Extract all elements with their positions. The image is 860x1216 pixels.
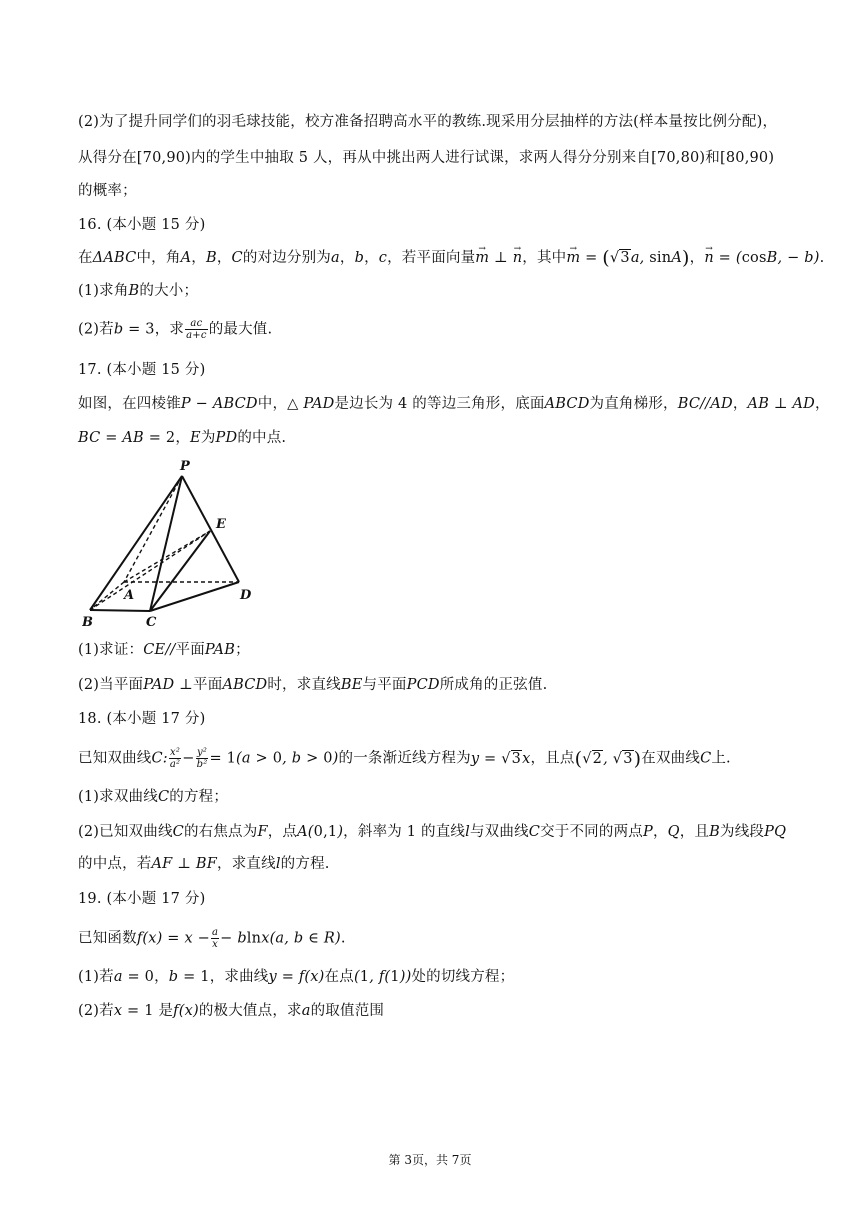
q17-stem-line1: 如图，在四棱锥P − ABCD中，△ PAD是边长为 4 的等边三角形，底面ABCD为直角梯形，BC//AD，AB ⊥ AD， [78, 396, 830, 412]
label-E: E [216, 517, 226, 532]
q17-part1: (1)求证：CE//平面PAB； [78, 642, 250, 658]
label-D: D [240, 588, 252, 603]
q15-part2-line2: 从得分在[70,90)内的学生中抽取 5 人，再从中挑出两人进行试课，求两人得分分别来自[70,80)和[80,90) [78, 150, 775, 166]
q18-header: 18. (本小题 17 分) [78, 711, 206, 727]
label-C: C [146, 615, 157, 628]
pyramid-figure [82, 458, 262, 628]
q15-part2-line1: (2)为了提升同学们的羽毛球技能，校方准备招聘高水平的教练.现采用分层抽样的方法(样本量按比例分配)， [78, 114, 778, 130]
q18-part1: (1)求双曲线C的方程； [78, 789, 229, 805]
q19-part2: (2)若x = 1 是f(x)的极大值点，求a的取值范围 [78, 1003, 385, 1019]
q16-stem: 在ΔABC中，角A，B，C的对边分别为a，b，c，若平面向量m → ⊥ n →，其中m → = (√3a, sinA)，n → = (cosB, − b). [78, 248, 824, 268]
q16-header: 16. (本小题 15 分) [78, 217, 206, 233]
q16-part1: (1)求角B的大小； [78, 283, 199, 299]
q16-part2: (2)若b = 3，求 $\frac{ac}{a+c}$ 的最大值. [78, 318, 273, 341]
q19-header: 19. (本小题 17 分) [78, 891, 206, 907]
q19-stem: 已知函数f(x) = x − $\frac{a}{x}$ − blnx(a, b ∈ R). [78, 927, 346, 950]
q18-stem: 已知双曲线C: $\frac{\text{x²}}{\text{a²}}$ − $\frac{\text{y²}}{\text{b²}}$ = 1(a > 0, b > 0)的一条渐近线方程为y = √3x，且点(√2, √3)在双曲线C上. [78, 747, 731, 770]
q17-stem-line2: BC = AB = 2，E为PD的中点. [78, 430, 287, 446]
q17-part2: (2)当平面PAD ⊥平面ABCD时，求直线BE与平面PCD所成角的正弦值. [78, 677, 548, 693]
q19-part1: (1)若a = 0，b = 1，求曲线y = f(x)在点(1, f(1))处的切线方程； [78, 969, 515, 985]
q17-header: 17. (本小题 15 分) [78, 362, 206, 378]
label-A: A [124, 588, 135, 603]
label-B: B [82, 615, 93, 628]
q18-part2-line1: (2)已知双曲线C的右焦点为F，点A(0,1)，斜率为 1 的直线l与双曲线C交于不同的两点P，Q，且B为线段PQ [78, 824, 787, 840]
q18-part2-line2: 的中点，若AF ⊥ BF，求直线l的方程. [78, 856, 330, 872]
page-footer: 第 3页，共 7页 [388, 1153, 472, 1167]
q15-part2-line3: 的概率； [78, 183, 137, 199]
label-P: P [180, 459, 190, 474]
